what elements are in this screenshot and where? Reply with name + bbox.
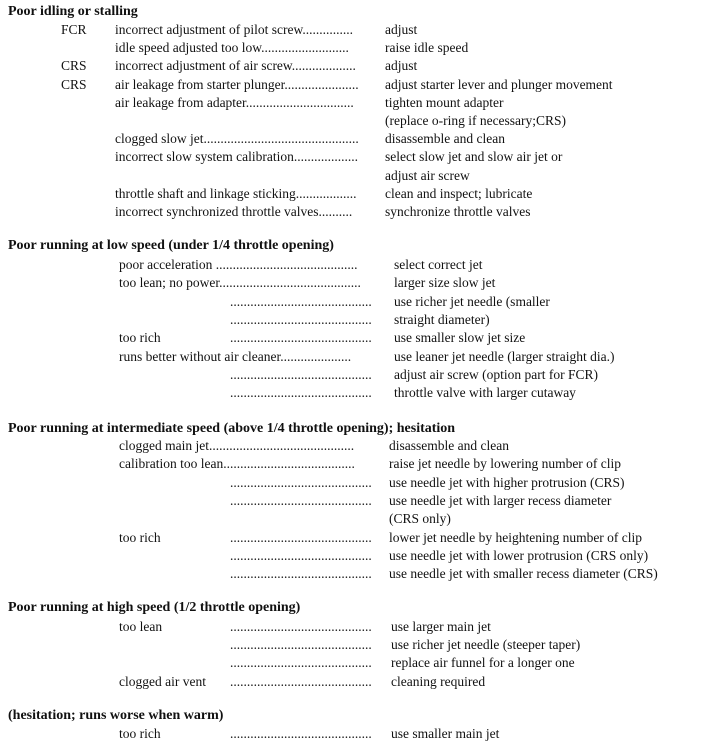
remedy-text: larger size slow jet (394, 275, 496, 291)
troubleshooting-row (0, 637, 705, 655)
remedy-text: raise jet needle by lowering number of clip (389, 456, 622, 472)
cause-text: calibration too lean....................................... (119, 456, 355, 472)
cause-text: .......................................... (230, 547, 372, 563)
cause-text: .......................................... (230, 655, 372, 671)
remedy-text: straight diameter) (394, 311, 490, 327)
section-title: Poor running at intermediate speed (above 1/4 throttle opening); hesitation (8, 421, 456, 436)
troubleshooting-row (0, 257, 705, 275)
troubleshooting-row (0, 566, 705, 584)
leader-dots: .......................................... (230, 673, 372, 689)
remedy-text: lower jet needle by heightening number of clip (389, 529, 643, 545)
cause-text: too rich (119, 726, 161, 741)
cause-text: clogged air vent (119, 673, 206, 689)
remedy-text: select correct jet (394, 257, 483, 272)
remedy-text: disassemble and clean (385, 131, 505, 147)
remedy-text: select slow jet and slow air jet or (385, 149, 563, 165)
cause-text: .......................................... (230, 293, 372, 309)
troubleshooting-row (0, 475, 705, 493)
cause-text: idle speed adjusted too low.......................... (115, 40, 349, 56)
remedy-text: adjust (385, 22, 418, 37)
cause-text: air leakage from adapter................................ (115, 94, 354, 110)
cause-text: throttle shaft and linkage sticking.................. (115, 185, 357, 201)
remedy-text: (replace o-ring if necessary;CRS) (385, 113, 567, 128)
remedy-text: tighten mount adapter (385, 94, 504, 110)
cause-text: poor acceleration .......................................... (119, 257, 358, 272)
troubleshooting-row (0, 726, 705, 744)
troubleshooting-row (0, 40, 705, 58)
troubleshooting-row (0, 367, 705, 385)
remedy-text: disassemble and clean (389, 438, 509, 453)
remedy-text: use needle jet with higher protrusion (CRS) (389, 474, 625, 490)
troubleshooting-row (0, 168, 705, 186)
cause-text: air leakage from starter plunger...................... (115, 76, 359, 92)
remedy-text: use richer jet needle (smaller (394, 293, 550, 309)
cause-text: clogged main jet........................................... (119, 438, 355, 453)
troubleshooting-row (0, 456, 705, 474)
remedy-text: adjust air screw (385, 167, 470, 183)
cause-text: runs better without air cleaner..................... (119, 348, 352, 364)
cause-text: .......................................... (230, 311, 372, 327)
section-title: Poor running at high speed (1/2 throttle opening) (8, 600, 301, 615)
troubleshooting-row (0, 294, 705, 312)
remedy-text: cleaning required (391, 673, 486, 689)
troubleshooting-row (0, 548, 705, 566)
troubleshooting-row (0, 438, 705, 456)
troubleshooting-row (0, 58, 705, 76)
remedy-text: use leaner jet needle (larger straight dia.) (394, 348, 615, 364)
cause-text: .......................................... (230, 385, 372, 401)
remedy-text: throttle valve with larger cutaway (394, 385, 576, 401)
troubleshooting-row (0, 349, 705, 367)
leader-dots: .......................................... (230, 529, 372, 545)
remedy-text: use needle jet with lower protrusion (CRS only) (389, 547, 649, 563)
section-title: Poor idling or stalling (8, 4, 138, 19)
cause-text: too rich (119, 529, 161, 545)
remedy-text: use needle jet with larger recess diameter (389, 492, 612, 508)
troubleshooting-row (0, 385, 705, 403)
troubleshooting-row (0, 655, 705, 673)
remedy-text: use smaller main jet (391, 726, 500, 741)
troubleshooting-row (0, 493, 705, 511)
troubleshooting-row (0, 204, 705, 222)
carb-type-tag: CRS (61, 58, 87, 74)
remedy-text: use smaller slow jet size (394, 330, 526, 346)
remedy-text: adjust (385, 58, 418, 74)
troubleshooting-row (0, 275, 705, 293)
troubleshooting-row (0, 77, 705, 95)
cause-text: .......................................... (230, 566, 372, 582)
remedy-text: synchronize throttle valves (385, 204, 531, 219)
remedy-text: clean and inspect; lubricate (385, 185, 533, 201)
troubleshooting-row (0, 330, 705, 348)
cause-text: .......................................... (230, 492, 372, 508)
carb-type-tag: CRS (61, 76, 87, 92)
cause-text: clogged slow jet.............................................. (115, 131, 359, 147)
leader-dots: .......................................... (230, 726, 372, 741)
cause-text: too lean (119, 619, 163, 634)
cause-text: too lean; no power.......................................... (119, 275, 361, 291)
troubleshooting-row (0, 149, 705, 167)
cause-text: incorrect adjustment of pilot screw............... (115, 22, 353, 37)
leader-dots: .......................................... (230, 330, 372, 346)
troubleshooting-row (0, 511, 705, 529)
troubleshooting-row (0, 113, 705, 131)
troubleshooting-row (0, 131, 705, 149)
cause-text: .......................................... (230, 474, 372, 490)
cause-text: incorrect adjustment of air screw................... (115, 58, 356, 74)
troubleshooting-row (0, 95, 705, 113)
section-title: (hesitation; runs worse when warm) (8, 708, 224, 723)
remedy-text: use larger main jet (391, 619, 491, 634)
troubleshooting-row (0, 22, 705, 40)
remedy-text: adjust air screw (option part for FCR) (394, 366, 598, 382)
carb-type-tag: FCR (61, 22, 87, 37)
cause-text: incorrect synchronized throttle valves.......... (115, 204, 353, 219)
troubleshooting-row (0, 619, 705, 637)
leader-dots: .......................................... (230, 619, 372, 634)
troubleshooting-row (0, 530, 705, 548)
remedy-text: raise idle speed (385, 40, 469, 56)
troubleshooting-row (0, 674, 705, 692)
cause-text: incorrect slow system calibration................... (115, 149, 358, 165)
remedy-text: (CRS only) (389, 511, 451, 527)
remedy-text: adjust starter lever and plunger movement (385, 76, 613, 92)
cause-text: .......................................... (230, 366, 372, 382)
troubleshooting-row (0, 312, 705, 330)
cause-text: too rich (119, 330, 161, 346)
remedy-text: use richer jet needle (steeper taper) (391, 637, 581, 653)
remedy-text: replace air funnel for a longer one (391, 655, 575, 671)
troubleshooting-row (0, 186, 705, 204)
remedy-text: use needle jet with smaller recess diameter (CRS) (389, 566, 658, 582)
cause-text: .......................................... (230, 637, 372, 653)
section-title: Poor running at low speed (under 1/4 throttle opening) (8, 238, 334, 253)
